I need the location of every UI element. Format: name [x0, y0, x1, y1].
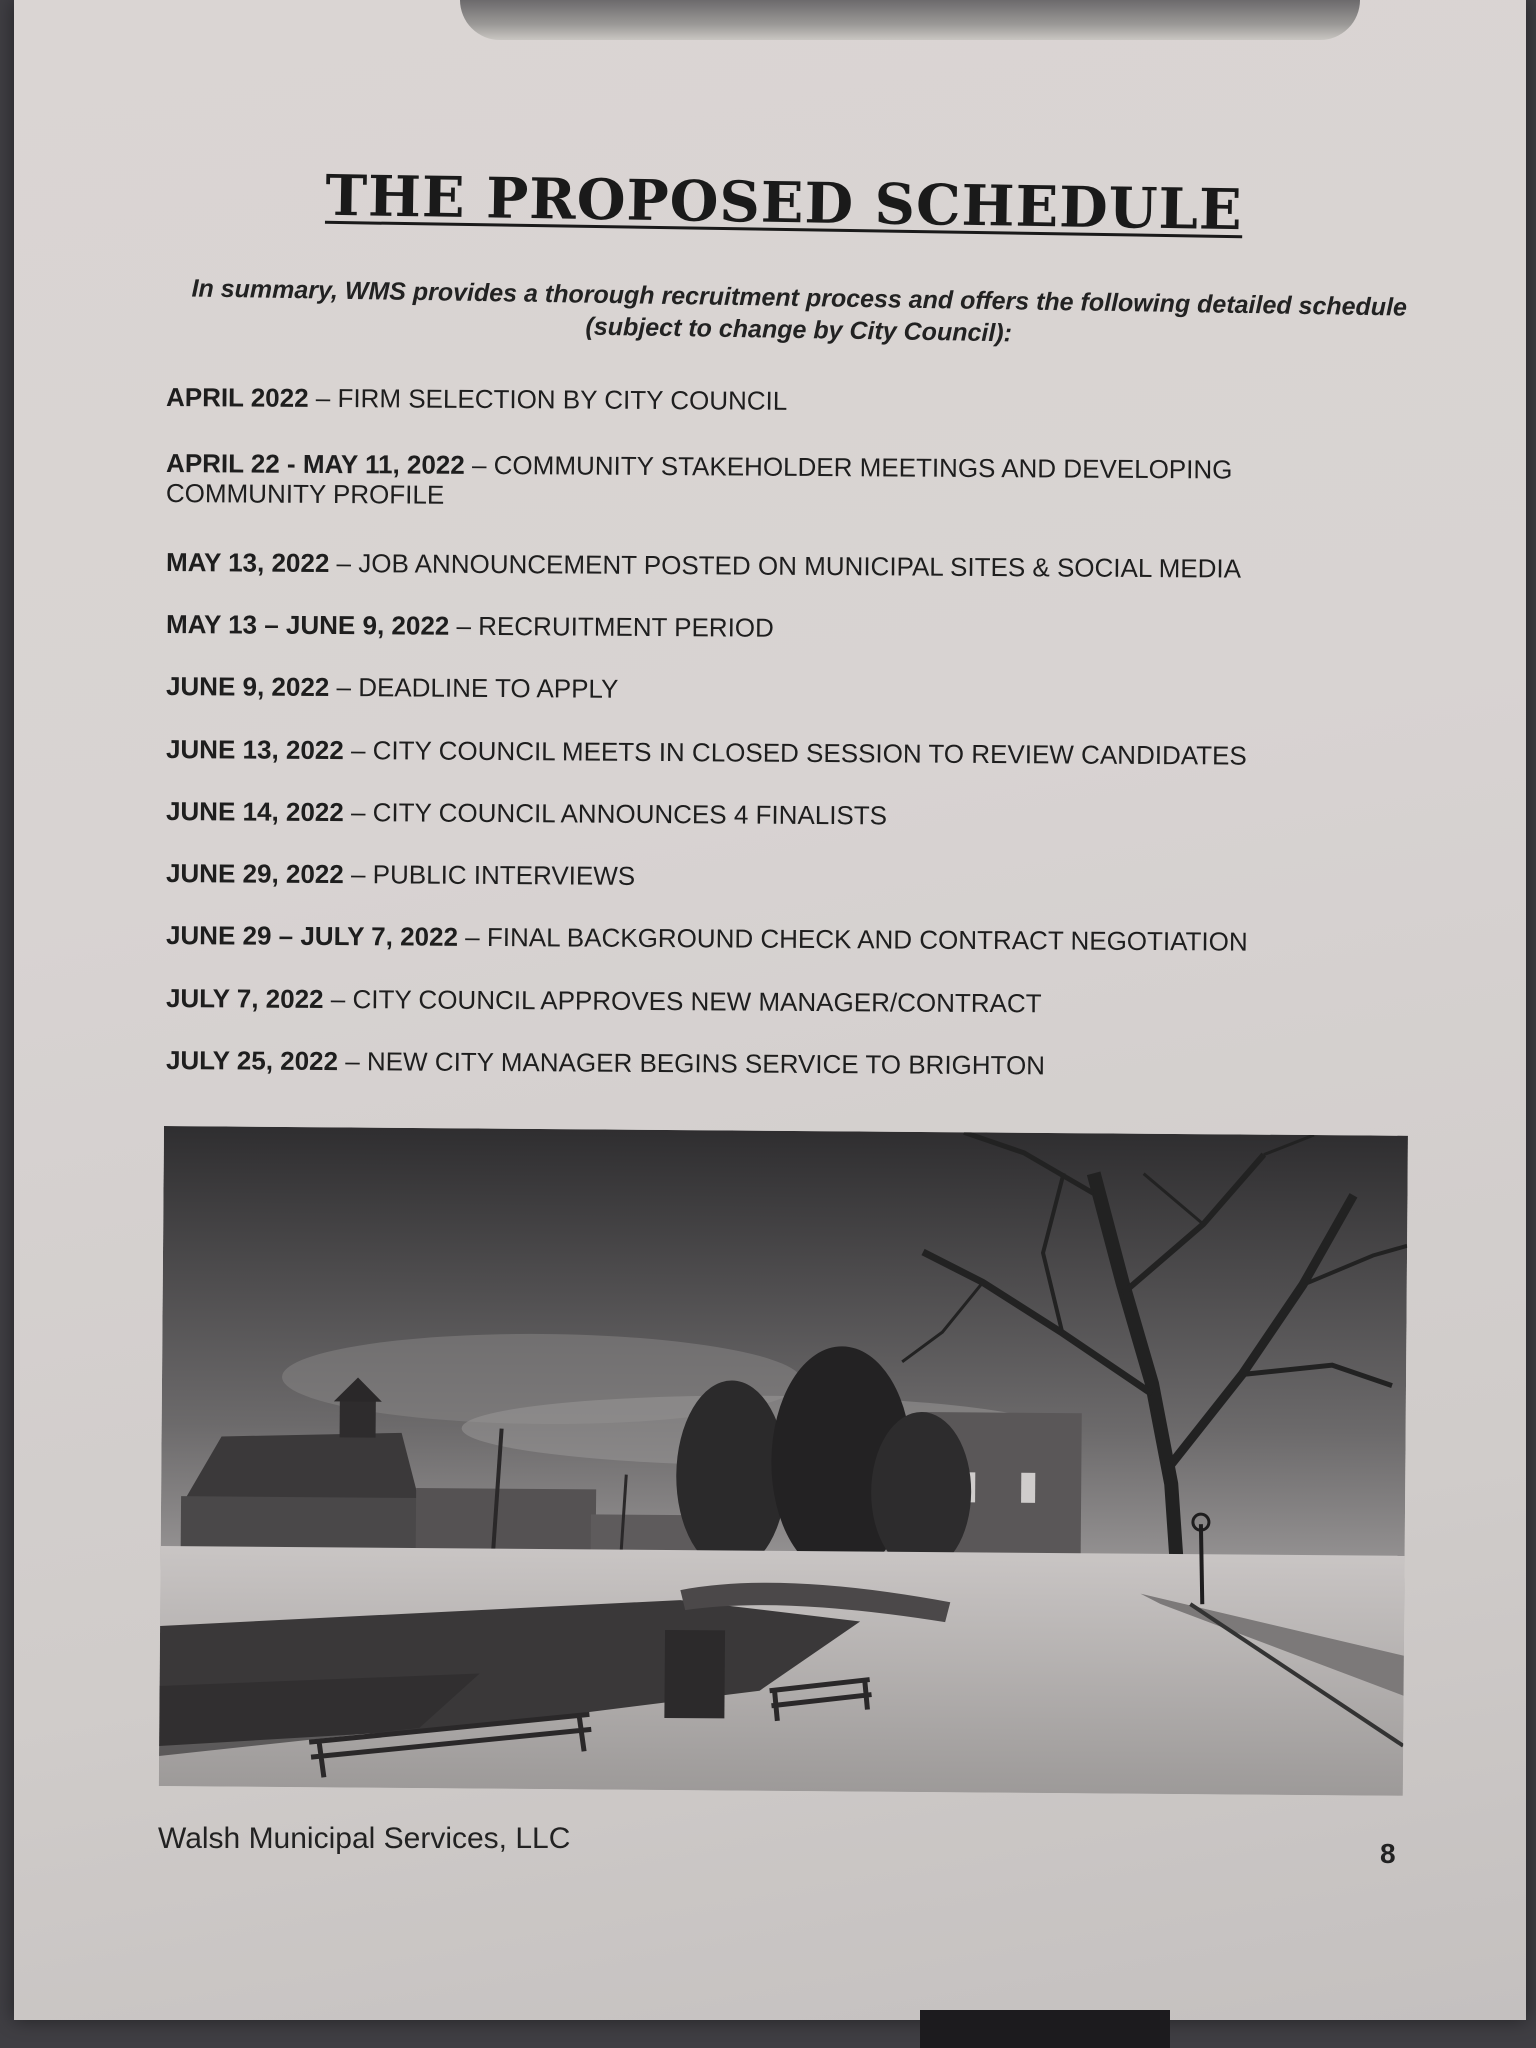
schedule-item [166, 983, 1376, 1020]
separator: – [323, 983, 353, 1015]
page-content [14, 0, 1526, 2020]
separator: – [337, 1046, 368, 1077]
separator: – [329, 547, 359, 579]
schedule-item [166, 448, 1376, 515]
separator: – [343, 859, 373, 890]
schedule-date: JUNE 29 – JULY 7, 2022 [165, 920, 459, 952]
page-number: 8 [1380, 1838, 1396, 1869]
schedule-item [166, 1045, 1376, 1082]
schedule-event: NEW CITY MANAGER BEGINS SERVICE TO BRIGHTON [366, 1046, 1046, 1081]
schedule-date: MAY 13, 2022 [165, 547, 330, 578]
binder-clip-top [460, 0, 1360, 40]
schedule-date: APRIL 22 - MAY 11, 2022 [166, 448, 465, 480]
schedule-item [166, 609, 1376, 646]
schedule-date: JUNE 13, 2022 [165, 734, 344, 766]
separator: – [343, 735, 373, 766]
schedule-date: JUNE 9, 2022 [165, 671, 330, 702]
schedule-event: PUBLIC INTERVIEWS [372, 859, 636, 891]
schedule-item [166, 920, 1376, 957]
page-title: THE PROPOSED SCHEDULE [324, 162, 1244, 244]
schedule-item [166, 734, 1376, 771]
separator: – [343, 797, 373, 828]
schedule-date: JUNE 14, 2022 [165, 796, 344, 828]
schedule-item [166, 796, 1376, 833]
schedule-event: CITY COUNCIL APPROVES NEW MANAGER/CONTRACT [352, 984, 1042, 1019]
footer-company-name: Walsh Municipal Services, LLC [158, 1822, 571, 1855]
schedule-item [166, 547, 1376, 584]
schedule-date: JULY 25, 2022 [165, 1045, 339, 1077]
schedule-event: CITY COUNCIL ANNOUNCES 4 FINALISTS [372, 797, 888, 831]
schedule-event: FINAL BACKGROUND CHECK AND CONTRACT NEGOTIATION [486, 921, 1248, 957]
schedule-event: FIRM SELECTION BY CITY COUNCIL [337, 383, 788, 416]
schedule-event: RECRUITMENT PERIOD [478, 610, 774, 643]
schedule-item [166, 382, 1376, 419]
schedule-date: JUNE 29, 2022 [165, 858, 344, 890]
schedule-date: APRIL 2022 [165, 382, 309, 413]
town-park-photo [159, 1126, 1408, 1796]
schedule-event: DEADLINE TO APPLY [358, 672, 619, 704]
schedule-date: MAY 13 – JUNE 9, 2022 [165, 609, 450, 641]
schedule-date: JULY 7, 2022 [165, 983, 324, 1014]
separator: – [329, 671, 359, 703]
schedule-event: JOB ANNOUNCEMENT POSTED ON MUNICIPAL SITES & SOCIAL MEDIA [358, 548, 1242, 584]
separator: – [449, 610, 479, 641]
separator: – [457, 921, 487, 952]
binder-clip-bottom [920, 2010, 1170, 2048]
summary-paragraph: In summary, WMS provides a thorough recruitment process and offers the following detailed schedule (subject to change by City Council): [191, 274, 1408, 348]
schedule-item [166, 858, 1376, 895]
separator: – [464, 449, 494, 481]
separator: – [308, 382, 338, 414]
schedule-event: COMMUNITY STAKEHOLDER MEETINGS AND DEVELOPING COMMUNITY PROFILE [165, 450, 1233, 510]
schedule-item [166, 671, 1376, 708]
paper-page [14, 0, 1526, 2020]
schedule-event: CITY COUNCIL MEETS IN CLOSED SESSION TO REVIEW CANDIDATES [372, 735, 1247, 771]
